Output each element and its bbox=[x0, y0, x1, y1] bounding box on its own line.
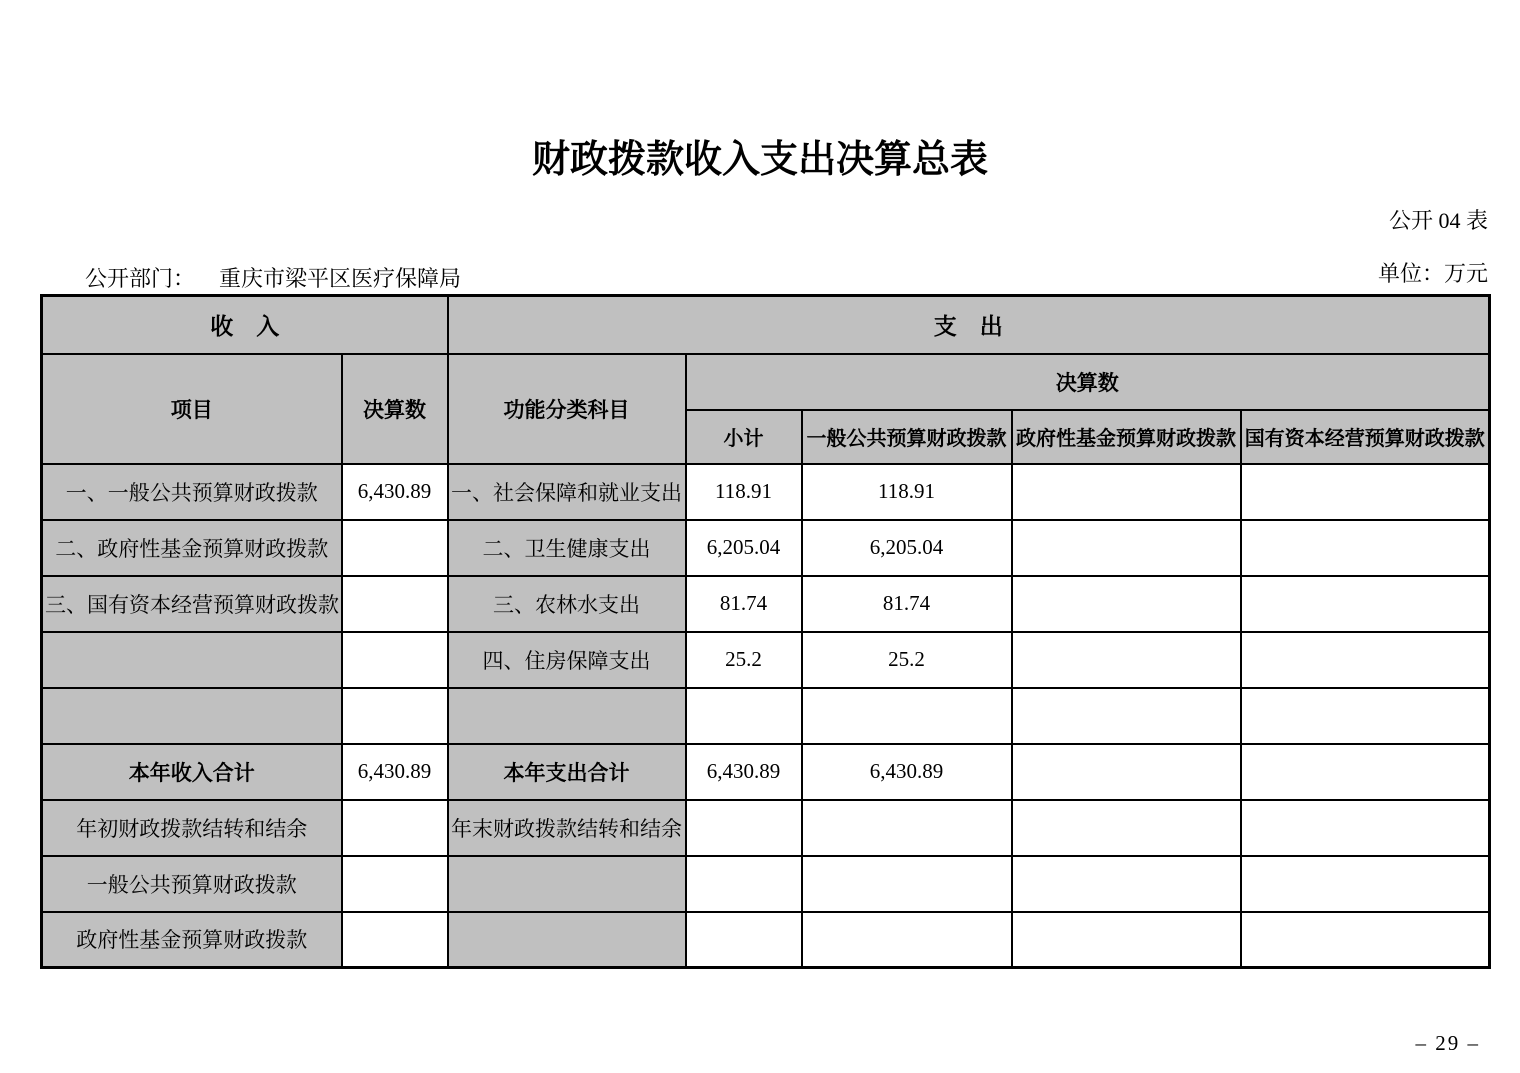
value-cell: 6,430.89 bbox=[802, 744, 1012, 800]
value-cell bbox=[1012, 912, 1241, 968]
value-cell bbox=[1012, 520, 1241, 576]
department-value: 重庆市梁平区医疗保障局 bbox=[219, 266, 462, 291]
table-header-row-main bbox=[42, 354, 1490, 410]
header-expenditure-section: 支 出 bbox=[448, 296, 1490, 354]
value-cell bbox=[1241, 744, 1490, 800]
value-cell bbox=[686, 856, 802, 912]
fiscal-table bbox=[40, 294, 1491, 969]
value-cell bbox=[342, 632, 448, 688]
label-cell bbox=[42, 688, 342, 744]
label-cell bbox=[448, 856, 686, 912]
header-functional-category: 功能分类科目 bbox=[448, 354, 686, 464]
value-cell: 6,430.89 bbox=[342, 464, 448, 520]
label-cell: 一、社会保障和就业支出 bbox=[448, 464, 686, 520]
value-cell bbox=[1241, 464, 1490, 520]
value-cell: 25.2 bbox=[686, 632, 802, 688]
label-cell: 三、农林水支出 bbox=[448, 576, 686, 632]
label-cell: 二、政府性基金预算财政拨款 bbox=[42, 520, 342, 576]
header-government-fund-budget: 政府性基金预算财政拨款 bbox=[1012, 410, 1241, 464]
label-cell bbox=[448, 912, 686, 968]
page-number: – 29 – bbox=[1415, 1031, 1480, 1055]
value-cell bbox=[342, 912, 448, 968]
value-cell bbox=[1012, 744, 1241, 800]
value-cell: 6,205.04 bbox=[802, 520, 1012, 576]
value-cell bbox=[342, 576, 448, 632]
value-cell bbox=[1012, 576, 1241, 632]
table-row bbox=[42, 464, 1490, 520]
label-cell: 年末财政拨款结转和结余 bbox=[448, 800, 686, 856]
label-cell: 四、住房保障支出 bbox=[448, 632, 686, 688]
label-cell: 一般公共预算财政拨款 bbox=[42, 856, 342, 912]
header-income-section: 收 入 bbox=[42, 296, 448, 354]
value-cell bbox=[686, 688, 802, 744]
value-cell: 81.74 bbox=[802, 576, 1012, 632]
value-cell bbox=[1241, 688, 1490, 744]
value-cell: 6,430.89 bbox=[686, 744, 802, 800]
value-cell bbox=[342, 520, 448, 576]
table-row bbox=[42, 744, 1490, 800]
table-row bbox=[42, 520, 1490, 576]
table-header-row-sections bbox=[42, 296, 1490, 354]
header-subtotal: 小计 bbox=[686, 410, 802, 464]
value-cell bbox=[1241, 520, 1490, 576]
value-cell bbox=[342, 856, 448, 912]
header-general-public-budget: 一般公共预算财政拨款 bbox=[802, 410, 1012, 464]
table-row bbox=[42, 912, 1490, 968]
department-line bbox=[85, 262, 461, 293]
header-final-accounts-expenditure: 决算数 bbox=[686, 354, 1490, 410]
value-cell bbox=[1241, 576, 1490, 632]
label-cell: 本年支出合计 bbox=[448, 744, 686, 800]
table-row bbox=[42, 632, 1490, 688]
value-cell bbox=[686, 800, 802, 856]
value-cell bbox=[342, 688, 448, 744]
value-cell: 25.2 bbox=[802, 632, 1012, 688]
page-title: 财政拨款收入支出决算总表 bbox=[531, 139, 988, 181]
label-cell: 年初财政拨款结转和结余 bbox=[42, 800, 342, 856]
header-item-column: 项目 bbox=[42, 354, 342, 464]
label-cell: 三、国有资本经营预算财政拨款 bbox=[42, 576, 342, 632]
value-cell bbox=[802, 800, 1012, 856]
table-row bbox=[42, 576, 1490, 632]
value-cell bbox=[1241, 800, 1490, 856]
value-cell bbox=[1012, 632, 1241, 688]
value-cell bbox=[1241, 632, 1490, 688]
value-cell bbox=[1012, 688, 1241, 744]
label-cell bbox=[42, 632, 342, 688]
label-cell bbox=[448, 688, 686, 744]
value-cell bbox=[1012, 464, 1241, 520]
value-cell bbox=[802, 912, 1012, 968]
label-cell: 一、一般公共预算财政拨款 bbox=[42, 464, 342, 520]
table-row bbox=[42, 856, 1490, 912]
header-state-capital-budget: 国有资本经营预算财政拨款 bbox=[1241, 410, 1490, 464]
value-cell bbox=[1241, 912, 1490, 968]
department-label: 公开部门： bbox=[85, 266, 196, 291]
label-cell: 政府性基金预算财政拨款 bbox=[42, 912, 342, 968]
header-final-accounts-income: 决算数 bbox=[342, 354, 448, 464]
value-cell bbox=[1241, 856, 1490, 912]
value-cell bbox=[686, 912, 802, 968]
table-row bbox=[42, 688, 1490, 744]
label-cell: 二、卫生健康支出 bbox=[448, 520, 686, 576]
value-cell bbox=[1012, 800, 1241, 856]
value-cell: 81.74 bbox=[686, 576, 802, 632]
value-cell bbox=[1012, 856, 1241, 912]
value-cell: 6,430.89 bbox=[342, 744, 448, 800]
value-cell bbox=[802, 856, 1012, 912]
value-cell: 118.91 bbox=[802, 464, 1012, 520]
value-cell bbox=[802, 688, 1012, 744]
label-cell: 本年收入合计 bbox=[42, 744, 342, 800]
value-cell: 118.91 bbox=[686, 464, 802, 520]
value-cell bbox=[342, 800, 448, 856]
unit-label: 单位：万元 bbox=[1377, 261, 1488, 286]
value-cell: 6,205.04 bbox=[686, 520, 802, 576]
sheet-number: 公开 04 表 bbox=[1388, 208, 1488, 233]
table-body bbox=[42, 464, 1490, 968]
table-row bbox=[42, 800, 1490, 856]
